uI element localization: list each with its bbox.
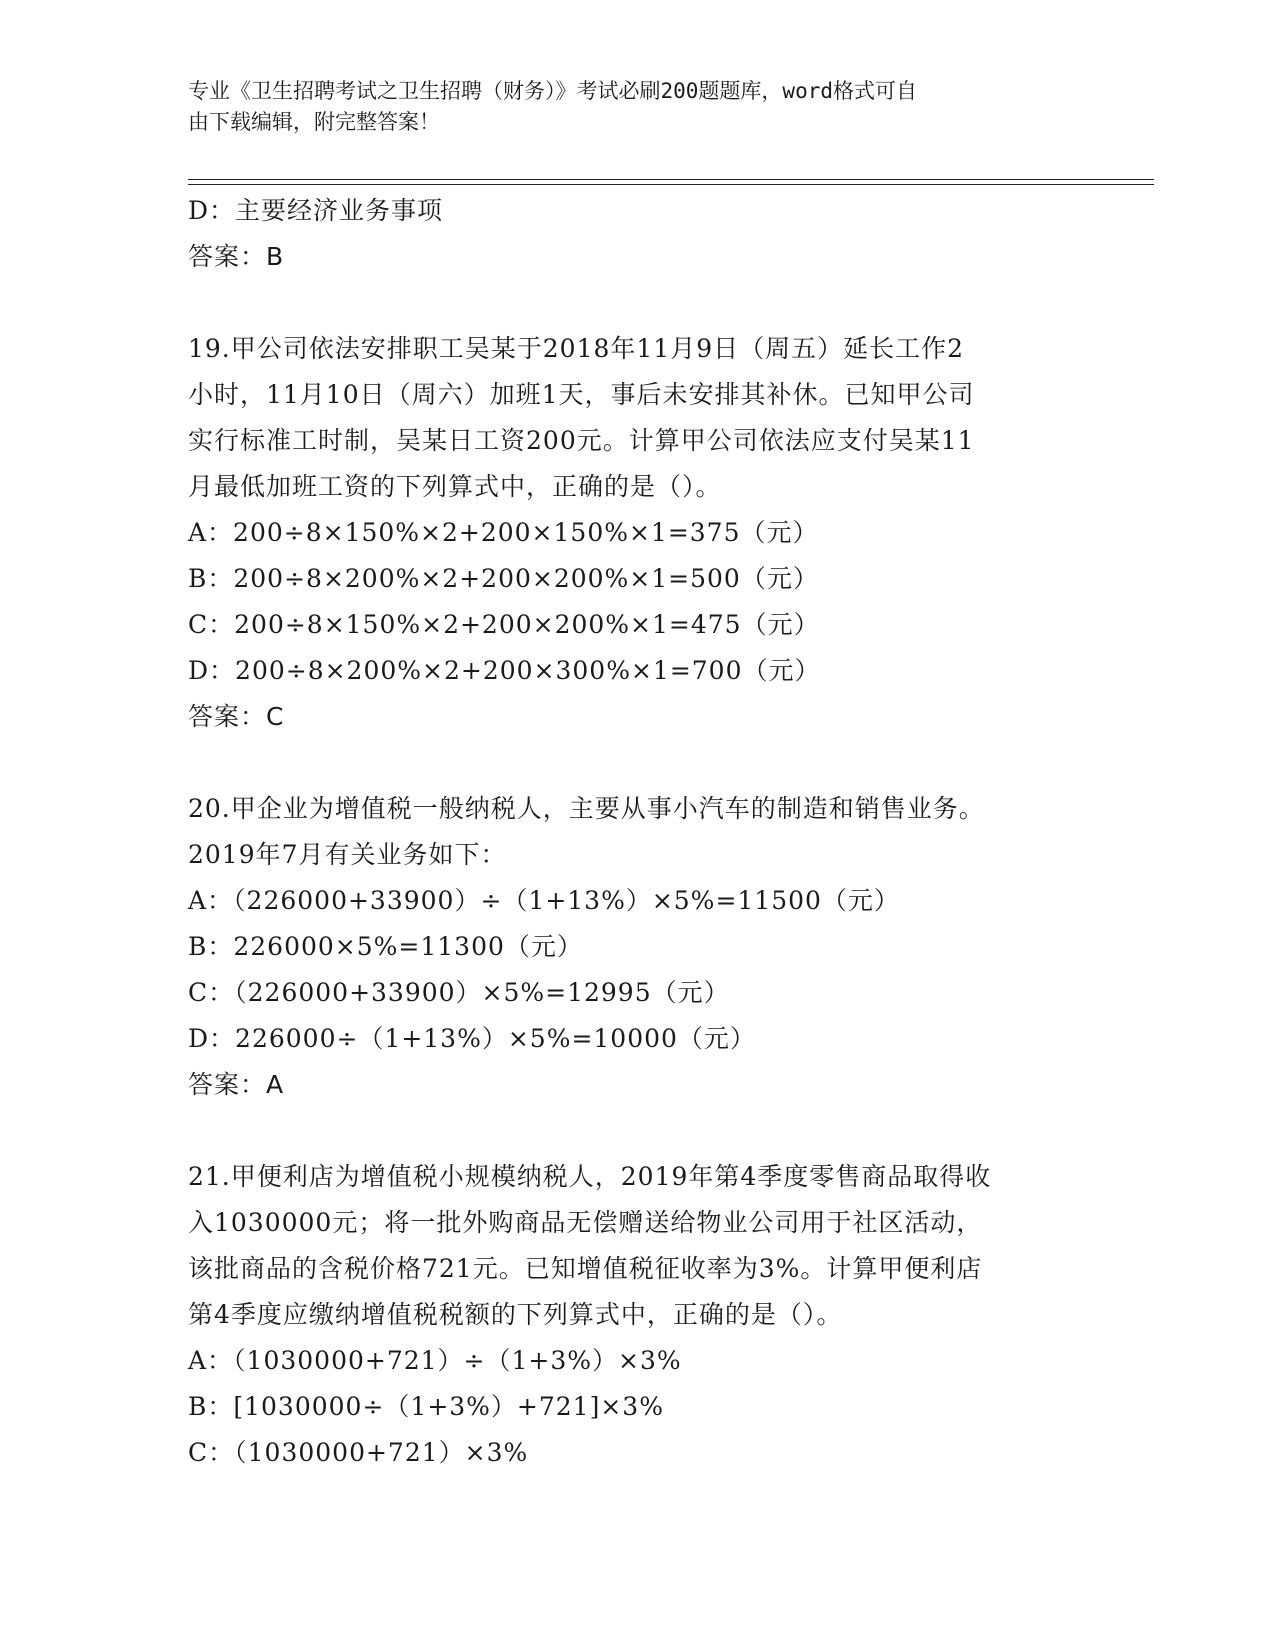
- question-text: 21.甲便利店为增值税小规模纳税人，2019年第4季度零售商品取得收: [188, 1162, 992, 1191]
- option-a: A：200÷8×150%×2+200×150%×1=375（元）: [188, 518, 819, 547]
- option-d: D：200÷8×200%×2+200×300%×1=700（元）: [188, 656, 821, 685]
- question-text: 20.甲企业为增值税一般纳税人，主要从事小汽车的制造和销售业务。: [188, 794, 985, 823]
- option-b: B：200÷8×200%×2+200×200%×1=500（元）: [188, 564, 819, 593]
- question-text: 实行标准工时制，吴某日工资200元。计算甲公司依法应支付吴某11: [188, 426, 975, 455]
- question-text: 月最低加班工资的下列算式中，正确的是（）。: [188, 472, 722, 501]
- question-21: [188, 1154, 1088, 1476]
- document-header: [188, 76, 1068, 138]
- header-rule-top: [188, 179, 1154, 180]
- question-text: 2019年7月有关业务如下：: [188, 840, 507, 869]
- document-body: [188, 188, 1088, 1476]
- header-line-1: 专业《卫生招聘考试之卫生招聘（财务）》考试必刷200题题库，word格式可自: [188, 79, 917, 103]
- option-b: B：226000×5%=11300（元）: [188, 932, 583, 961]
- spacer: [188, 740, 1088, 786]
- option-c: C：（1030000+721）×3%: [188, 1438, 529, 1467]
- option-b: B：[1030000÷（1+3%）+721]×3%: [188, 1392, 664, 1421]
- header-rule-bottom: [188, 184, 1154, 185]
- header-line-2: 由下载编辑，附完整答案！: [188, 110, 440, 134]
- option-c: C：200÷8×150%×2+200×200%×1=475（元）: [188, 610, 820, 639]
- question-text: 19.甲公司依法安排职工吴某于2018年11月9日（周五）延长工作2: [188, 334, 965, 363]
- question-text: 第4季度应缴纳增值税税额的下列算式中，正确的是（）。: [188, 1300, 843, 1329]
- question-18-tail: [188, 188, 1088, 280]
- answer: 答案：B: [188, 242, 285, 271]
- option-d: D：主要经济业务事项: [188, 196, 444, 225]
- question-text: 入1030000元；将一批外购商品无偿赠送给物业公司用于社区活动，: [188, 1208, 983, 1237]
- option-a: A：（226000+33900）÷（1+13%）×5%=11500（元）: [188, 886, 900, 915]
- question-text: 该批商品的含税价格721元。已知增值税征收率为3%。计算甲便利店: [188, 1254, 983, 1283]
- question-text: 小时，11月10日（周六）加班1天，事后未安排其补休。已知甲公司: [188, 380, 975, 409]
- spacer: [188, 280, 1088, 326]
- option-d: D：226000÷（1+13%）×5%=10000（元）: [188, 1024, 756, 1053]
- spacer: [188, 1108, 1088, 1154]
- answer: 答案：C: [188, 702, 285, 731]
- option-a: A：（1030000+721）÷（1+3%）×3%: [188, 1346, 682, 1375]
- option-c: C：（226000+33900）×5%=12995（元）: [188, 978, 730, 1007]
- question-20: [188, 786, 1088, 1108]
- question-19: [188, 326, 1088, 740]
- answer: 答案：A: [188, 1070, 285, 1099]
